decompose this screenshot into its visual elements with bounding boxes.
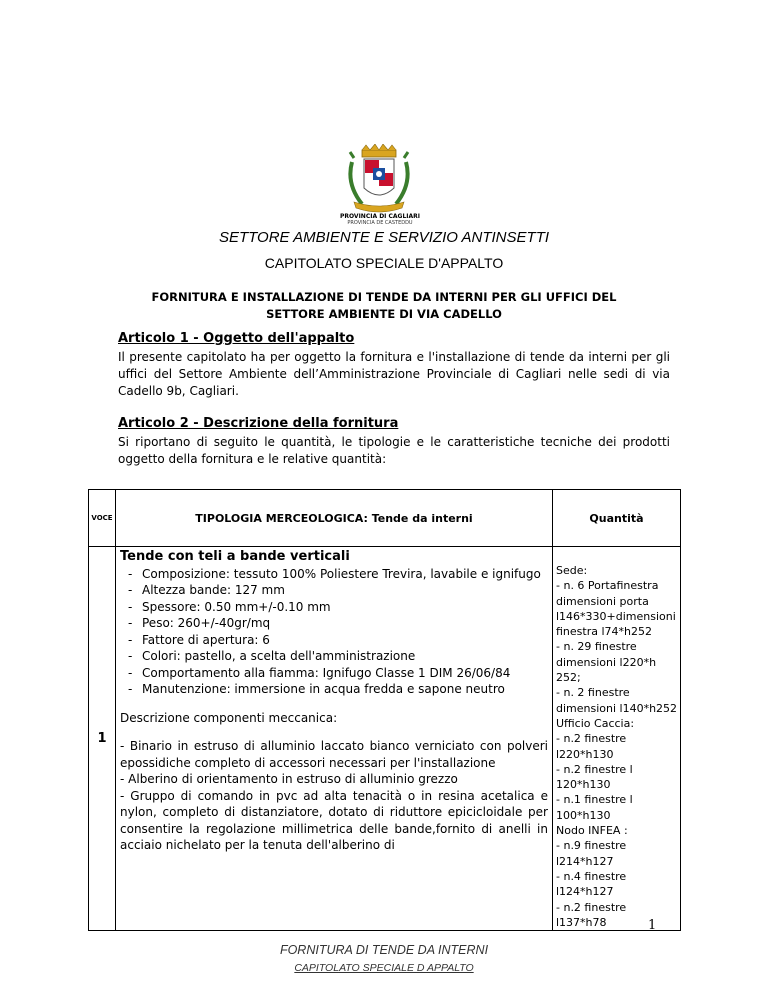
document-title <box>100 289 668 323</box>
product-title: Tende con teli a bande verticali <box>120 549 350 564</box>
footer-title: FORNITURA DI TENDE DA INTERNI <box>279 943 489 957</box>
document-title-line-1: FORNITURA E INSTALLAZIONE DI TENDE DA INTERNI PER GLI UFFICI DEL <box>151 290 617 304</box>
quantita-line: - n.2 finestre l220*h130 <box>556 732 627 761</box>
spec-text: Altezza bande: 127 mm <box>142 583 285 597</box>
list-item: - Comportamento alla fiamma: Ignifugo Classe 1 DIM 26/06/84 <box>128 665 511 680</box>
table-header-row <box>89 490 681 547</box>
list-item: - Composizione: tessuto 100% Poliestere Trevira, lavabile e ignifugo <box>128 566 541 581</box>
quantita-line: - n. 29 finestre dimensioni l220*h 252; <box>556 640 657 685</box>
logo-caption-primary: PROVINCIA DI CAGLIARI <box>339 213 421 220</box>
quantita-line: - n.2 finestre l 120*h130 <box>556 762 633 792</box>
voce-number: 1 <box>89 547 116 931</box>
quantita-line: Sede: <box>556 564 588 577</box>
list-item: - Altezza bande: 127 mm <box>128 583 285 597</box>
provincia-coat-of-arms-logo <box>344 144 414 224</box>
fornitura-table <box>88 489 681 931</box>
list-item: - Manutenzione: immersione in acqua fredda e sapone neutro <box>128 682 505 696</box>
mechanics-item: - Gruppo di comando in pvc ad alta tenacità o in resina acetalica e nylon, completo di distanziatore, dotato di riduttore epicicloidale per consentire la regolazione millimetrica delle bande,fornito di anelli in acciaio nichelato per la tenuta dell'alberino di <box>120 788 548 852</box>
articolo-2-heading: Articolo 2 - Descrizione della fornitura <box>118 416 399 431</box>
spec-list <box>120 566 548 698</box>
settore-heading: SETTORE AMBIENTE E SERVIZIO ANTINSETTI <box>218 229 550 246</box>
quantita-line: - n. 2 finestre dimensioni l140*h252 <box>556 686 678 715</box>
articolo-2-body: Si riportano di seguito le quantità, le tipologie e le caratteristiche tecniche dei prodotti oggetto della fornitura e le relative quantità: <box>118 435 670 466</box>
quantita-line: - n. 6 Portafinestra dimensioni porta l146*330+dimensioni finestra l74*h252 <box>556 579 676 639</box>
quantita-line: - n.2 finestre l137*h78 <box>556 900 627 929</box>
articolo-1-body: Il presente capitolato ha per oggetto la fornitura e l'installazione di tende da interni per gli uffici del Settore Ambiente dell’Amministrazione Provinciale di Cagliari nelle sedi di via Cadello 9b, Cagliari. <box>118 350 670 398</box>
footer-subtitle: CAPITOLATO SPECIALE D APPALTO <box>294 962 474 974</box>
quantita-cell <box>553 547 681 931</box>
logo-caption-secondary: PROVINCIA DE CASTEDDU <box>347 220 413 226</box>
table-row <box>89 547 681 931</box>
spec-text: Manutenzione: immersione in acqua fredda e sapone neutro <box>142 682 505 696</box>
spec-text: Spessore: 0.50 mm+/-0.10 mm <box>142 599 331 614</box>
list-item: - Peso: 260+/-40gr/mq <box>128 616 271 630</box>
spec-text: Fattore di apertura: 6 <box>142 632 270 647</box>
list-item: - Spessore: 0.50 mm+/-0.10 mm <box>128 599 331 614</box>
quantita-line: Ufficio Caccia: <box>556 716 635 730</box>
header-tipologia: TIPOLOGIA MERCEOLOGICA: Tende da interni <box>116 490 553 547</box>
mechanics-item: - Binario in estruso di alluminio laccato bianco verniciato con polveri epossidiche completo di accessori necessari per l'installazione <box>120 739 548 770</box>
quantita-line: - n.1 finestre l 100*h130 <box>556 793 633 822</box>
header-quantita: Quantità <box>553 490 681 547</box>
spec-text: Comportamento alla fiamma: Ignifugo Classe 1 DIM 26/06/84 <box>142 665 511 680</box>
document-title-line-2: SETTORE AMBIENTE DI VIA CADELLO <box>266 307 502 321</box>
spec-text: Peso: 260+/-40gr/mq <box>142 616 271 630</box>
spec-text: Colori: pastello, a scelta dell'amministrazione <box>142 649 416 663</box>
quantita-line: Nodo INFEA : <box>556 824 628 838</box>
articolo-1-heading: Articolo 1 - Oggetto dell'appalto <box>118 331 355 346</box>
mechanics-heading: Descrizione componenti meccanica: <box>120 710 338 725</box>
page-number: 1 <box>648 918 657 933</box>
quantita-line: - n.9 finestre l214*h127 <box>556 839 627 868</box>
header-voce: VOCE <box>89 490 116 547</box>
spec-text: Composizione: tessuto 100% Poliestere Trevira, lavabile e ignifugo <box>142 566 541 581</box>
description-cell <box>116 547 553 931</box>
capitolato-heading: CAPITOLATO SPECIALE D'APPALTO <box>264 255 504 271</box>
list-item: - Colori: pastello, a scelta dell'amministrazione <box>128 649 416 663</box>
quantita-line: - n.4 finestre l124*h127 <box>556 869 627 899</box>
list-item: - Fattore di apertura: 6 <box>128 632 270 647</box>
mechanics-item: - Alberino di orientamento in estruso di alluminio grezzo <box>120 772 458 786</box>
